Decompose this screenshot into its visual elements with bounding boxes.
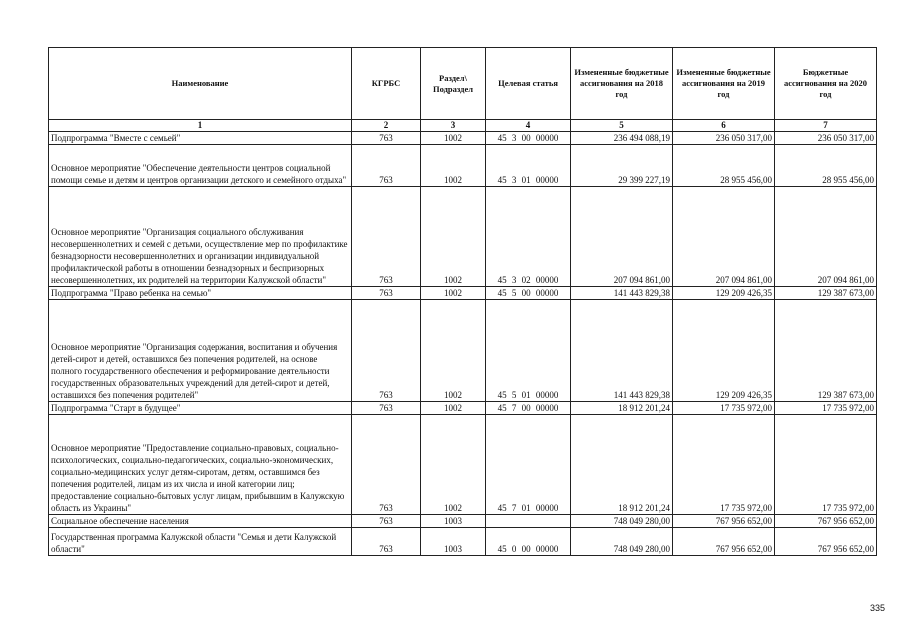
row-2018: 18 912 201,24	[571, 402, 673, 415]
table-row	[49, 515, 877, 528]
row-2018: 141 443 829,38	[571, 287, 673, 300]
header-kgrbs: КГРБС	[352, 48, 421, 120]
column-number-row	[49, 120, 877, 132]
row-2018: 236 494 088,19	[571, 132, 673, 145]
row-kgrbs: 763	[352, 415, 421, 515]
row-kgrbs: 763	[352, 300, 421, 402]
row-2019: 28 955 456,00	[673, 145, 775, 187]
row-2018: 141 443 829,38	[571, 300, 673, 402]
row-2020: 129 387 673,00	[775, 287, 877, 300]
budget-table	[48, 47, 877, 556]
header-row	[49, 48, 877, 120]
row-2020: 207 094 861,00	[775, 187, 877, 287]
row-name: Подпрограмма "Старт в будущее"	[49, 402, 352, 415]
row-2020: 129 387 673,00	[775, 300, 877, 402]
row-kgrbs: 763	[352, 132, 421, 145]
table-row	[49, 145, 877, 187]
column-number: 5	[571, 120, 673, 132]
page-number: 335	[869, 603, 885, 613]
row-2019: 129 209 426,35	[673, 287, 775, 300]
header-target: Целевая статья	[486, 48, 571, 120]
table-row	[49, 187, 877, 287]
row-target: 45 0 00 00000	[486, 528, 571, 556]
row-section: 1002	[421, 300, 486, 402]
row-2019: 17 735 972,00	[673, 402, 775, 415]
header-2018: Измененные бюджетные ассигнования на 2018 год	[571, 48, 673, 120]
budget-table-container	[48, 47, 877, 556]
row-2019: 207 094 861,00	[673, 187, 775, 287]
row-2019: 236 050 317,00	[673, 132, 775, 145]
column-number: 6	[673, 120, 775, 132]
row-target	[486, 515, 571, 528]
row-2018: 207 094 861,00	[571, 187, 673, 287]
row-2019: 129 209 426,35	[673, 300, 775, 402]
column-number: 1	[49, 120, 352, 132]
row-target: 45 7 01 00000	[486, 415, 571, 515]
table-row	[49, 415, 877, 515]
row-2020: 28 955 456,00	[775, 145, 877, 187]
row-section: 1002	[421, 187, 486, 287]
row-kgrbs: 763	[352, 528, 421, 556]
row-section: 1002	[421, 132, 486, 145]
row-kgrbs: 763	[352, 187, 421, 287]
table-row	[49, 132, 877, 145]
row-section: 1003	[421, 515, 486, 528]
row-section: 1002	[421, 287, 486, 300]
row-name: Основное мероприятие "Организация содержания, воспитания и обучения детей-сирот и детей, оставшихся без попечения родителей, на основе полного государственного обеспечения и реформирование деятельности государственных образовательных учреждений для детей-сирот и детей, оставшихся без попечения родителей"	[49, 300, 352, 402]
row-name: Подпрограмма "Вместе с семьей"	[49, 132, 352, 145]
row-2019: 767 956 652,00	[673, 528, 775, 556]
row-kgrbs: 763	[352, 145, 421, 187]
column-number: 7	[775, 120, 877, 132]
row-target: 45 5 01 00000	[486, 300, 571, 402]
row-section: 1002	[421, 402, 486, 415]
header-2020: Бюджетные ассигнования на 2020 год	[775, 48, 877, 120]
row-name: Основное мероприятие "Обеспечение деятельности центров социальной помощи семье и детям и центров организации детского и семейного отдыха"	[49, 145, 352, 187]
header-section: Раздел\ Подраздел	[421, 48, 486, 120]
row-name: Государственная программа Калужской области "Семья и дети Калужской области"	[49, 528, 352, 556]
row-2018: 18 912 201,24	[571, 415, 673, 515]
row-2020: 236 050 317,00	[775, 132, 877, 145]
row-section: 1002	[421, 415, 486, 515]
row-2018: 748 049 280,00	[571, 515, 673, 528]
row-target: 45 7 00 00000	[486, 402, 571, 415]
header-name: Наименование	[49, 48, 352, 120]
table-row	[49, 300, 877, 402]
row-name: Социальное обеспечение населения	[49, 515, 352, 528]
row-2020: 17 735 972,00	[775, 415, 877, 515]
row-name: Основное мероприятие "Предоставление социально-правовых, социально-психологических, социально-педагогических, социально-экономических, социально-медицинских услуг детям-сиротам, детям, оставшимся без попечения родителей, лицам из их числа и иной категории лиц; предоставление социально-бытовых услуг лицам, прибывшим в Калужскую область из Украины"	[49, 415, 352, 515]
row-section: 1002	[421, 145, 486, 187]
row-2020: 767 956 652,00	[775, 515, 877, 528]
table-row	[49, 528, 877, 556]
row-name: Подпрограмма "Право ребенка на семью"	[49, 287, 352, 300]
row-target: 45 5 00 00000	[486, 287, 571, 300]
column-number: 2	[352, 120, 421, 132]
column-number: 3	[421, 120, 486, 132]
row-target: 45 3 02 00000	[486, 187, 571, 287]
row-2020: 17 735 972,00	[775, 402, 877, 415]
header-2019: Измененные бюджетные ассигнования на 2019 год	[673, 48, 775, 120]
column-number: 4	[486, 120, 571, 132]
table-row	[49, 402, 877, 415]
row-2020: 767 956 652,00	[775, 528, 877, 556]
row-2019: 17 735 972,00	[673, 415, 775, 515]
row-2018: 748 049 280,00	[571, 528, 673, 556]
row-kgrbs: 763	[352, 287, 421, 300]
row-2018: 29 399 227,19	[571, 145, 673, 187]
row-target: 45 3 00 00000	[486, 132, 571, 145]
row-target: 45 3 01 00000	[486, 145, 571, 187]
row-kgrbs: 763	[352, 515, 421, 528]
row-name: Основное мероприятие "Организация социального обслуживания несовершеннолетних и семей с детьми, осуществление мер по профилактике безнадзорности несовершеннолетних и организации индивидуальной профилактической работы в отношении безнадзорных и беспризорных несовершеннолетних, их родителей на территории Калужской области"	[49, 187, 352, 287]
row-section: 1003	[421, 528, 486, 556]
row-kgrbs: 763	[352, 402, 421, 415]
row-2019: 767 956 652,00	[673, 515, 775, 528]
table-row	[49, 287, 877, 300]
